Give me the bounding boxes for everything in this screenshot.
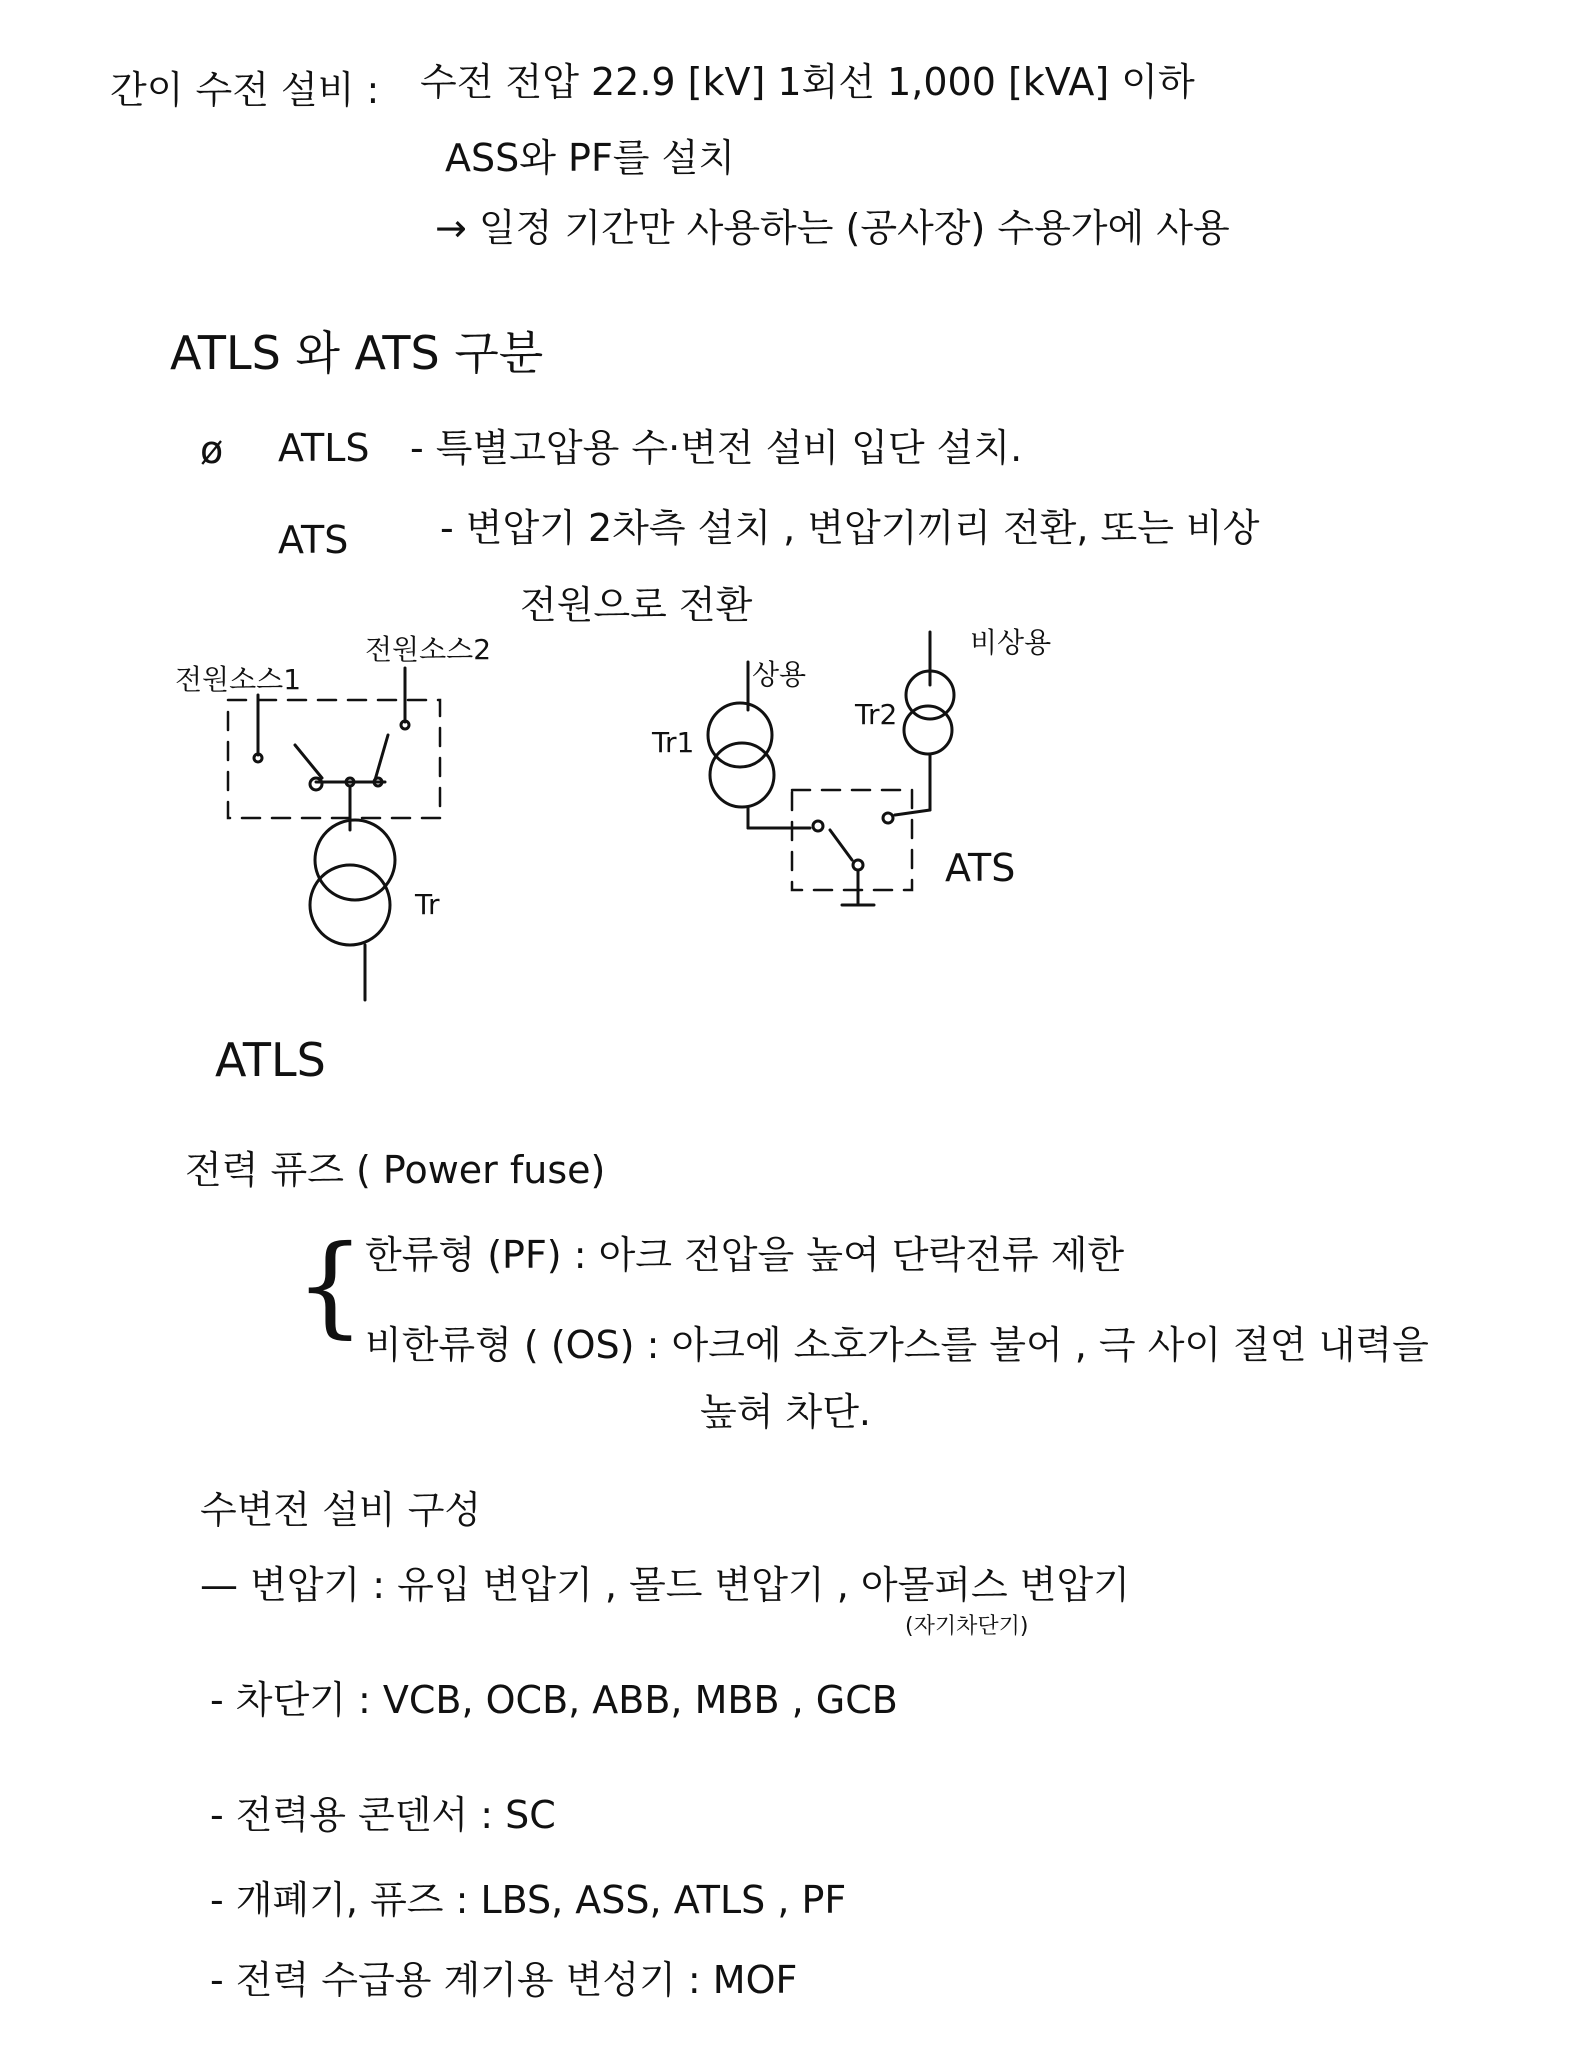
fuse-line3: 높혀 차단. (700, 1390, 871, 1434)
ats-description: - 변압기 2차측 설치 , 변압기끼리 전환, 또는 비상 (440, 506, 1260, 550)
component-transformer: — 변압기 : 유입 변압기 , 몰드 변압기 , 아몰퍼스 변압기 (200, 1563, 1130, 1607)
component-mof: - 전력 수급용 계기용 변성기 : MOF (210, 1958, 798, 2002)
ats-description-cont: 전원으로 전환 (520, 583, 753, 627)
section1-line3: → 일정 기간만 사용하는 (공사장) 수용가에 사용 (435, 206, 1230, 250)
section3-title: 전력 퓨즈 ( Power fuse) (185, 1148, 606, 1192)
ats-diagram (708, 632, 954, 905)
fuse-line1: 한류형 (PF) : 아크 전압을 높여 단락전류 제한 (365, 1233, 1125, 1277)
component-switch-fuse: - 개폐기, 퓨즈 : LBS, ASS, ATLS , PF (210, 1878, 847, 1922)
atls-description: - 특별고압용 수·변전 설비 입단 설치. (410, 426, 1023, 470)
section1-line1: 수전 전압 22.9 [kV] 1회선 1,000 [kVA] 이하 (420, 60, 1195, 104)
ats-tr1-label: Tr1 (652, 726, 695, 759)
section1-line2: ASS와 PF를 설치 (445, 136, 736, 180)
brace: { (295, 1221, 365, 1349)
component-breaker-note: (자기차단기) (905, 1614, 1029, 1639)
bullet-dot: ø (200, 428, 224, 472)
atls-caption: ATLS (215, 1033, 326, 1087)
section4-title: 수변전 설비 구성 (200, 1488, 482, 1532)
ats-caption: ATS (945, 846, 1016, 890)
ats-label: ATS (278, 518, 349, 562)
component-breaker: - 차단기 : VCB, OCB, ABB, MBB , GCB (210, 1678, 898, 1722)
atls-source2-label: 전원소스2 (365, 633, 492, 666)
fuse-line2: 비한류형 ( (OS) : 아크에 소호가스를 불어 , 극 사이 절연 내력을 (365, 1323, 1429, 1367)
section1-label: 간이 수전 설비 : (110, 68, 380, 112)
ats-tr2-label: Tr2 (855, 698, 898, 731)
atls-source1-label: 전원소스1 (175, 663, 302, 696)
section2-title: ATLS 와 ATS 구분 (170, 326, 544, 380)
ats-normal-label: 상용 (752, 658, 807, 691)
atls-tr-label: Tr (415, 888, 440, 921)
component-capacitor: - 전력용 콘덴서 : SC (210, 1793, 556, 1837)
ats-emergency-label: 비상용 (970, 626, 1052, 659)
atls-label: ATLS (278, 426, 370, 470)
atls-diagram (228, 668, 440, 1000)
